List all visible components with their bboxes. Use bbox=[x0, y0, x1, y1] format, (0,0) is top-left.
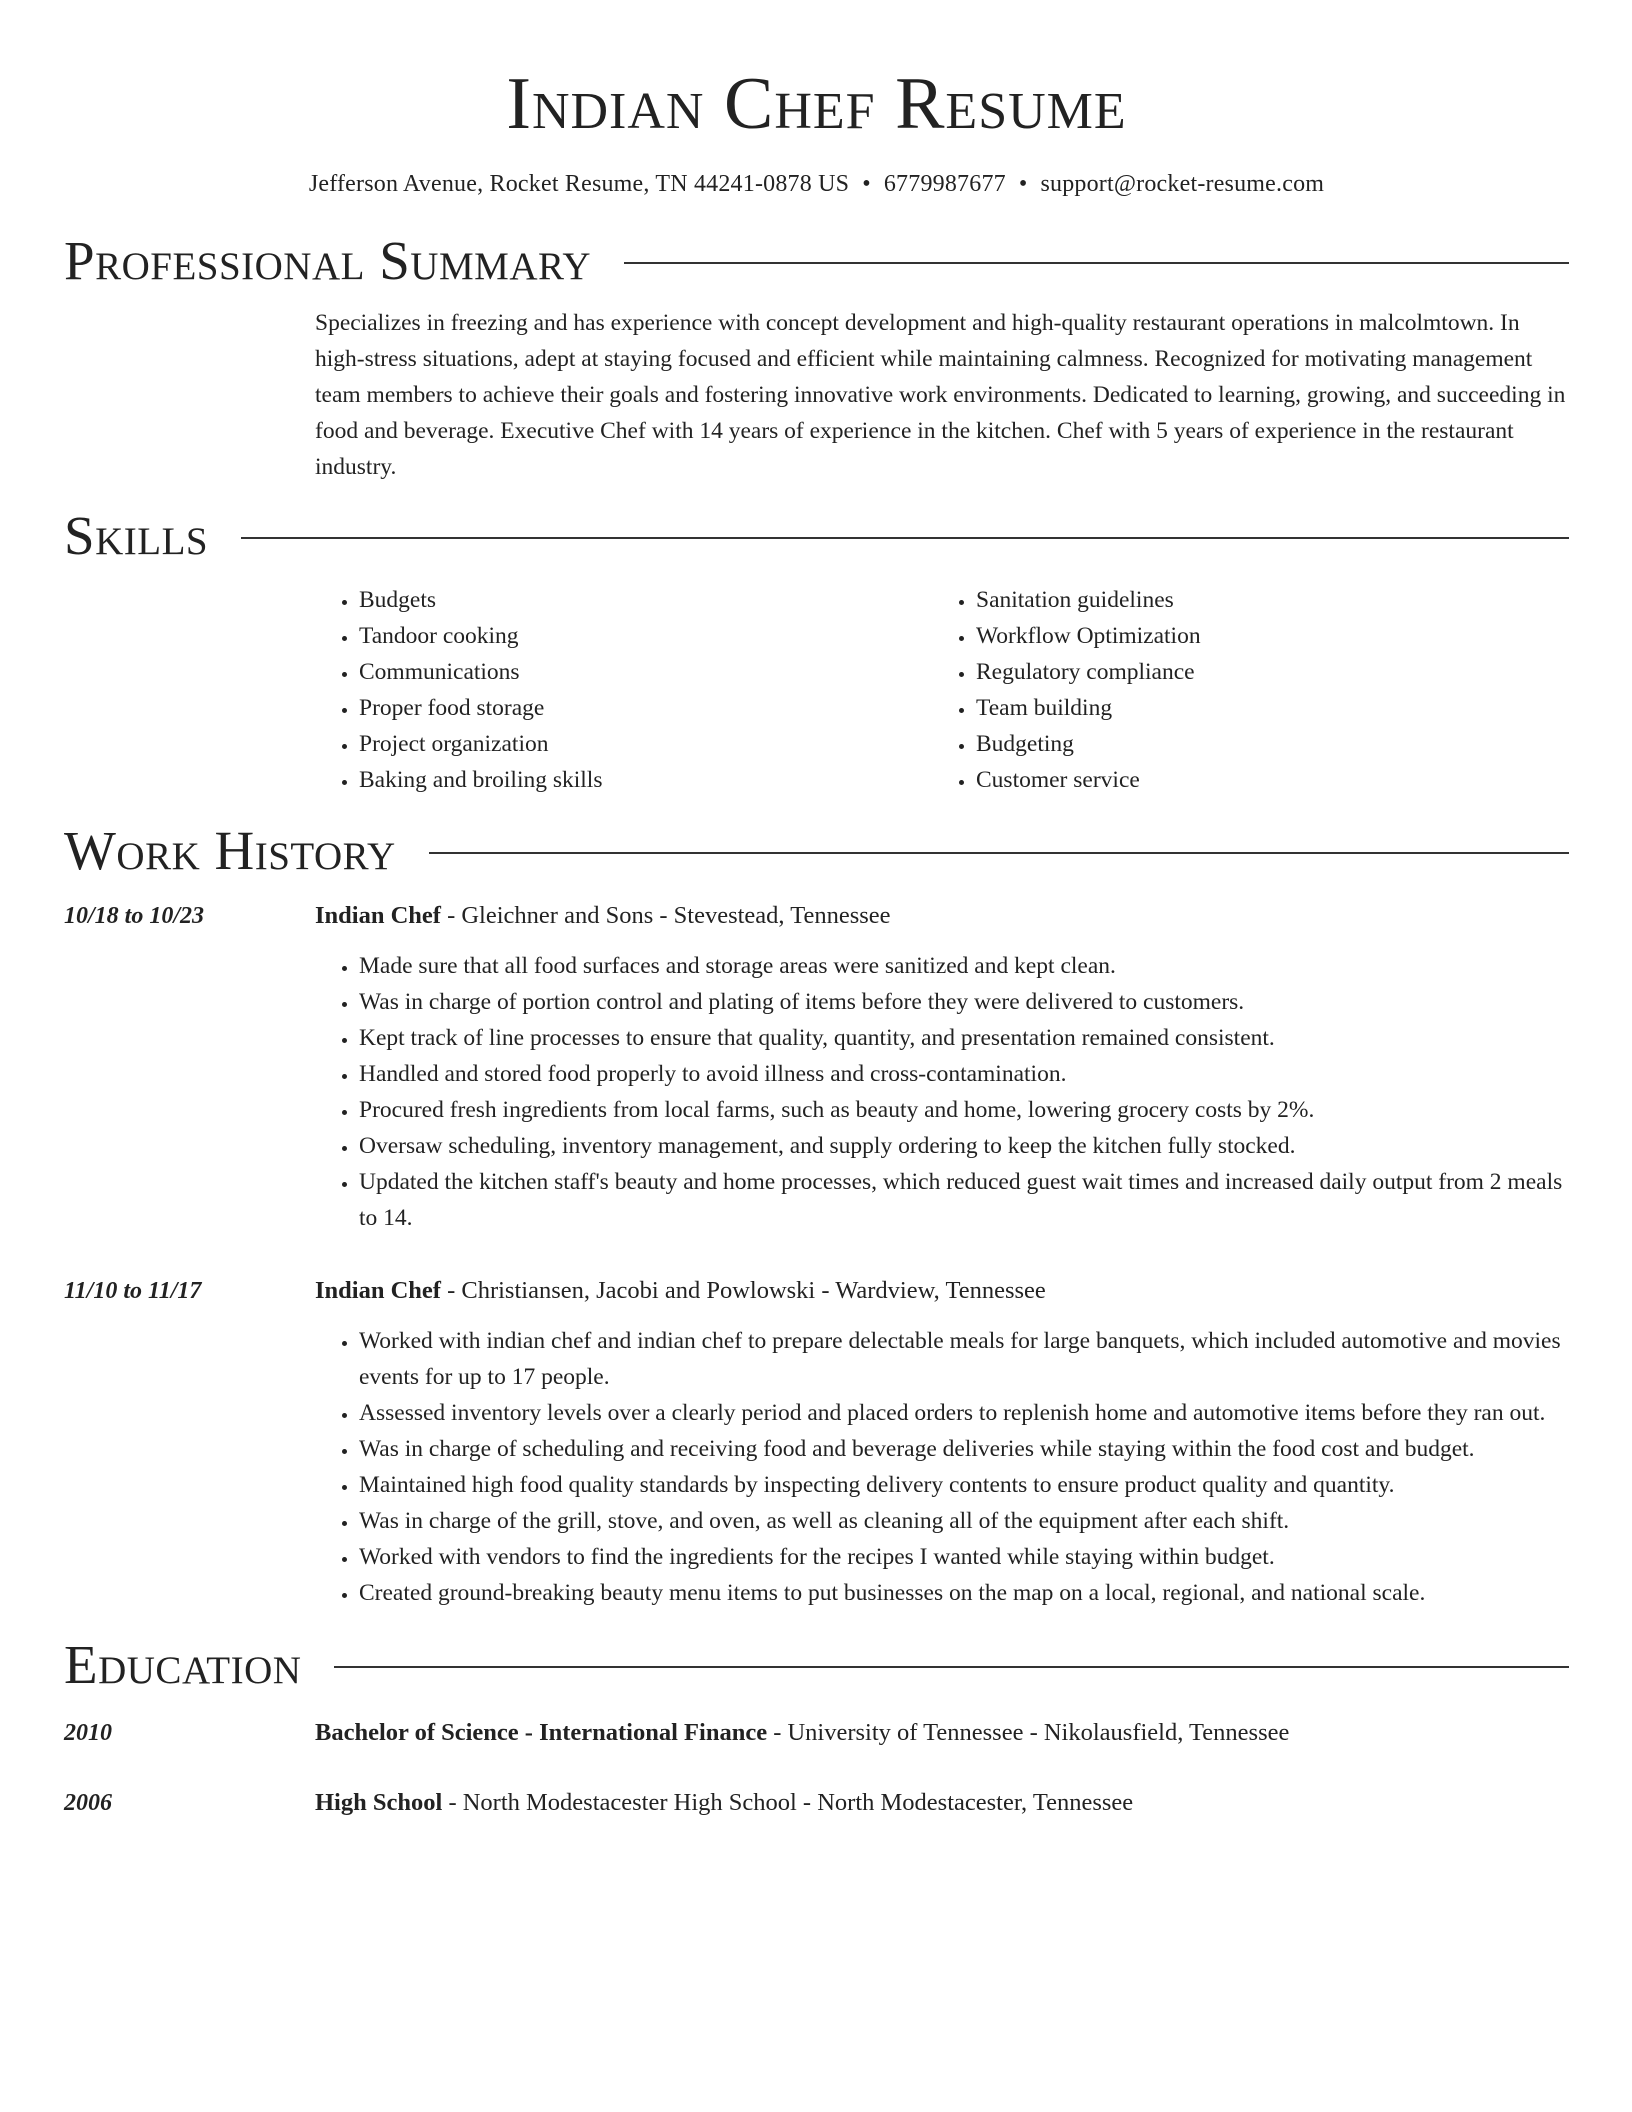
skills-left-list bbox=[315, 582, 932, 798]
skill-item: • Sanitation guidelines bbox=[976, 582, 1549, 618]
education-school-location: - North Modestacester High School - North Modestacester, Tennessee bbox=[442, 1789, 1134, 1816]
skill-item: • Customer service bbox=[976, 762, 1549, 798]
job-dates: 11/10 to 11/17 bbox=[64, 1278, 202, 1304]
education-details bbox=[315, 1785, 1569, 1821]
skills-column-left bbox=[315, 582, 932, 798]
job-bullet-item: • Assessed inventory levels over a clearly period and placed orders to replenish home and automotive items before they ran out. bbox=[359, 1395, 1569, 1431]
skill-item: • Regulatory compliance bbox=[976, 654, 1549, 690]
job-employer-location: - Gleichner and Sons - Stevestead, Tennessee bbox=[440, 902, 891, 929]
skill-item: • Tandoor cooking bbox=[359, 618, 932, 654]
skills-right-list bbox=[932, 582, 1549, 798]
education-degree: Bachelor of Science - International Finance bbox=[315, 1719, 768, 1746]
resume-title: Indian Chef Resume bbox=[506, 63, 1127, 145]
education-section-title: Education bbox=[64, 1634, 302, 1695]
job-employer-location: - Christiansen, Jacobi and Powlowski - Wardview, Tennessee bbox=[440, 1277, 1046, 1304]
summary-section-header bbox=[64, 229, 1569, 293]
section-divider bbox=[241, 537, 1569, 539]
section-divider bbox=[334, 1666, 1569, 1668]
contact-phone: 6779987677 bbox=[883, 171, 1006, 197]
summary-section-title: Professional Summary bbox=[64, 230, 592, 291]
education-section-header bbox=[64, 1633, 1569, 1697]
contact-line bbox=[64, 168, 1569, 200]
skills-section-title: Skills bbox=[64, 505, 209, 566]
job-bullet-item: • Kept track of line processes to ensure that quality, quantity, and presentation remained consistent. bbox=[359, 1020, 1569, 1056]
job-bullet-item: • Worked with indian chef and indian chef to prepare delectable meals for large banquets, which included automotive and movies events for up to 17 people. bbox=[359, 1323, 1569, 1395]
job-bullets bbox=[315, 948, 1569, 1236]
job-entry bbox=[64, 1273, 1569, 1611]
job-bullet-item: • Created ground-breaking beauty menu items to put businesses on the map on a local, regional, and national scale. bbox=[359, 1575, 1569, 1611]
skill-item: • Workflow Optimization bbox=[976, 618, 1549, 654]
job-bullet-item: • Updated the kitchen staff's beauty and home processes, which reduced guest wait times and increased daily output from 2 meals to 14. bbox=[359, 1164, 1569, 1236]
job-entry bbox=[64, 898, 1569, 1236]
skill-item: • Budgeting bbox=[976, 726, 1549, 762]
job-bullet-item: • Made sure that all food surfaces and storage areas were sanitized and kept clean. bbox=[359, 948, 1569, 984]
resume-page bbox=[64, 0, 1569, 1821]
skill-item: • Baking and broiling skills bbox=[359, 762, 932, 798]
section-divider bbox=[624, 262, 1569, 264]
skill-item: • Team building bbox=[976, 690, 1549, 726]
education-entry bbox=[64, 1785, 1569, 1821]
skill-item: • Communications bbox=[359, 654, 932, 690]
contact-email[interactable]: support@rocket-resume.com bbox=[1040, 171, 1325, 197]
job-bullet-item: • Handled and stored food properly to avoid illness and cross-contamination. bbox=[359, 1056, 1569, 1092]
job-bullet-item: • Worked with vendors to find the ingredients for the recipes I wanted while staying within budget. bbox=[359, 1539, 1569, 1575]
job-bullet-item: • Procured fresh ingredients from local farms, such as beauty and home, lowering grocery costs by 2%. bbox=[359, 1092, 1569, 1128]
job-heading bbox=[315, 898, 1569, 934]
job-dates: 10/18 to 10/23 bbox=[64, 903, 205, 929]
job-heading bbox=[315, 1273, 1569, 1309]
job-bullet-item: • Oversaw scheduling, inventory management, and supply ordering to keep the kitchen fully stocked. bbox=[359, 1128, 1569, 1164]
section-divider bbox=[429, 852, 1569, 854]
skills-column-right bbox=[932, 582, 1549, 798]
job-details bbox=[315, 898, 1569, 1236]
job-bullet-item: • Was in charge of the grill, stove, and oven, as well as cleaning all of the equipment after each shift. bbox=[359, 1503, 1569, 1539]
education-details bbox=[315, 1715, 1569, 1751]
education-year: 2006 bbox=[64, 1790, 112, 1816]
skill-item: • Proper food storage bbox=[359, 690, 932, 726]
job-bullets bbox=[315, 1323, 1569, 1611]
summary-text: Specializes in freezing and has experience with concept development and high-quality restaurant operations in malcolmtown. In high-stress situations, adept at staying focused and efficient while maintaining calmness. Recognized for motivating management team members to achieve their goals and fostering innovative work environments. Dedicated to learning, growing, and succeeding in food and beverage. Executive Chef with 14 years of experience in the kitchen. Chef with 5 years of experience in the restaurant industry. bbox=[315, 310, 1566, 480]
education-degree: High School bbox=[315, 1789, 443, 1816]
job-bullet-item: • Maintained high food quality standards by inspecting delivery contents to ensure product quality and quantity. bbox=[359, 1467, 1569, 1503]
job-role: Indian Chef bbox=[315, 902, 441, 929]
job-bullet-item: • Was in charge of portion control and plating of items before they were delivered to customers. bbox=[359, 984, 1569, 1020]
contact-address: Jefferson Avenue, Rocket Resume, TN 44241-0878 US bbox=[308, 171, 850, 197]
contact-separator: • bbox=[1018, 171, 1028, 197]
job-role: Indian Chef bbox=[315, 1277, 441, 1304]
education-entry bbox=[64, 1715, 1569, 1751]
contact-separator: • bbox=[862, 171, 871, 197]
job-bullet-item: • Was in charge of scheduling and receiving food and beverage deliveries while staying within the food cost and budget. bbox=[359, 1431, 1569, 1467]
skills-list bbox=[315, 582, 1569, 798]
skill-item: • Budgets bbox=[359, 582, 932, 618]
work-section-title: Work History bbox=[64, 820, 396, 881]
education-school-location: - University of Tennessee - Nikolausfield, Tennessee bbox=[767, 1719, 1290, 1746]
work-section-header bbox=[64, 819, 1569, 883]
job-details bbox=[315, 1273, 1569, 1611]
skill-item: • Project organization bbox=[359, 726, 932, 762]
education-year: 2010 bbox=[64, 1720, 112, 1746]
skills-section-header bbox=[64, 504, 1569, 568]
